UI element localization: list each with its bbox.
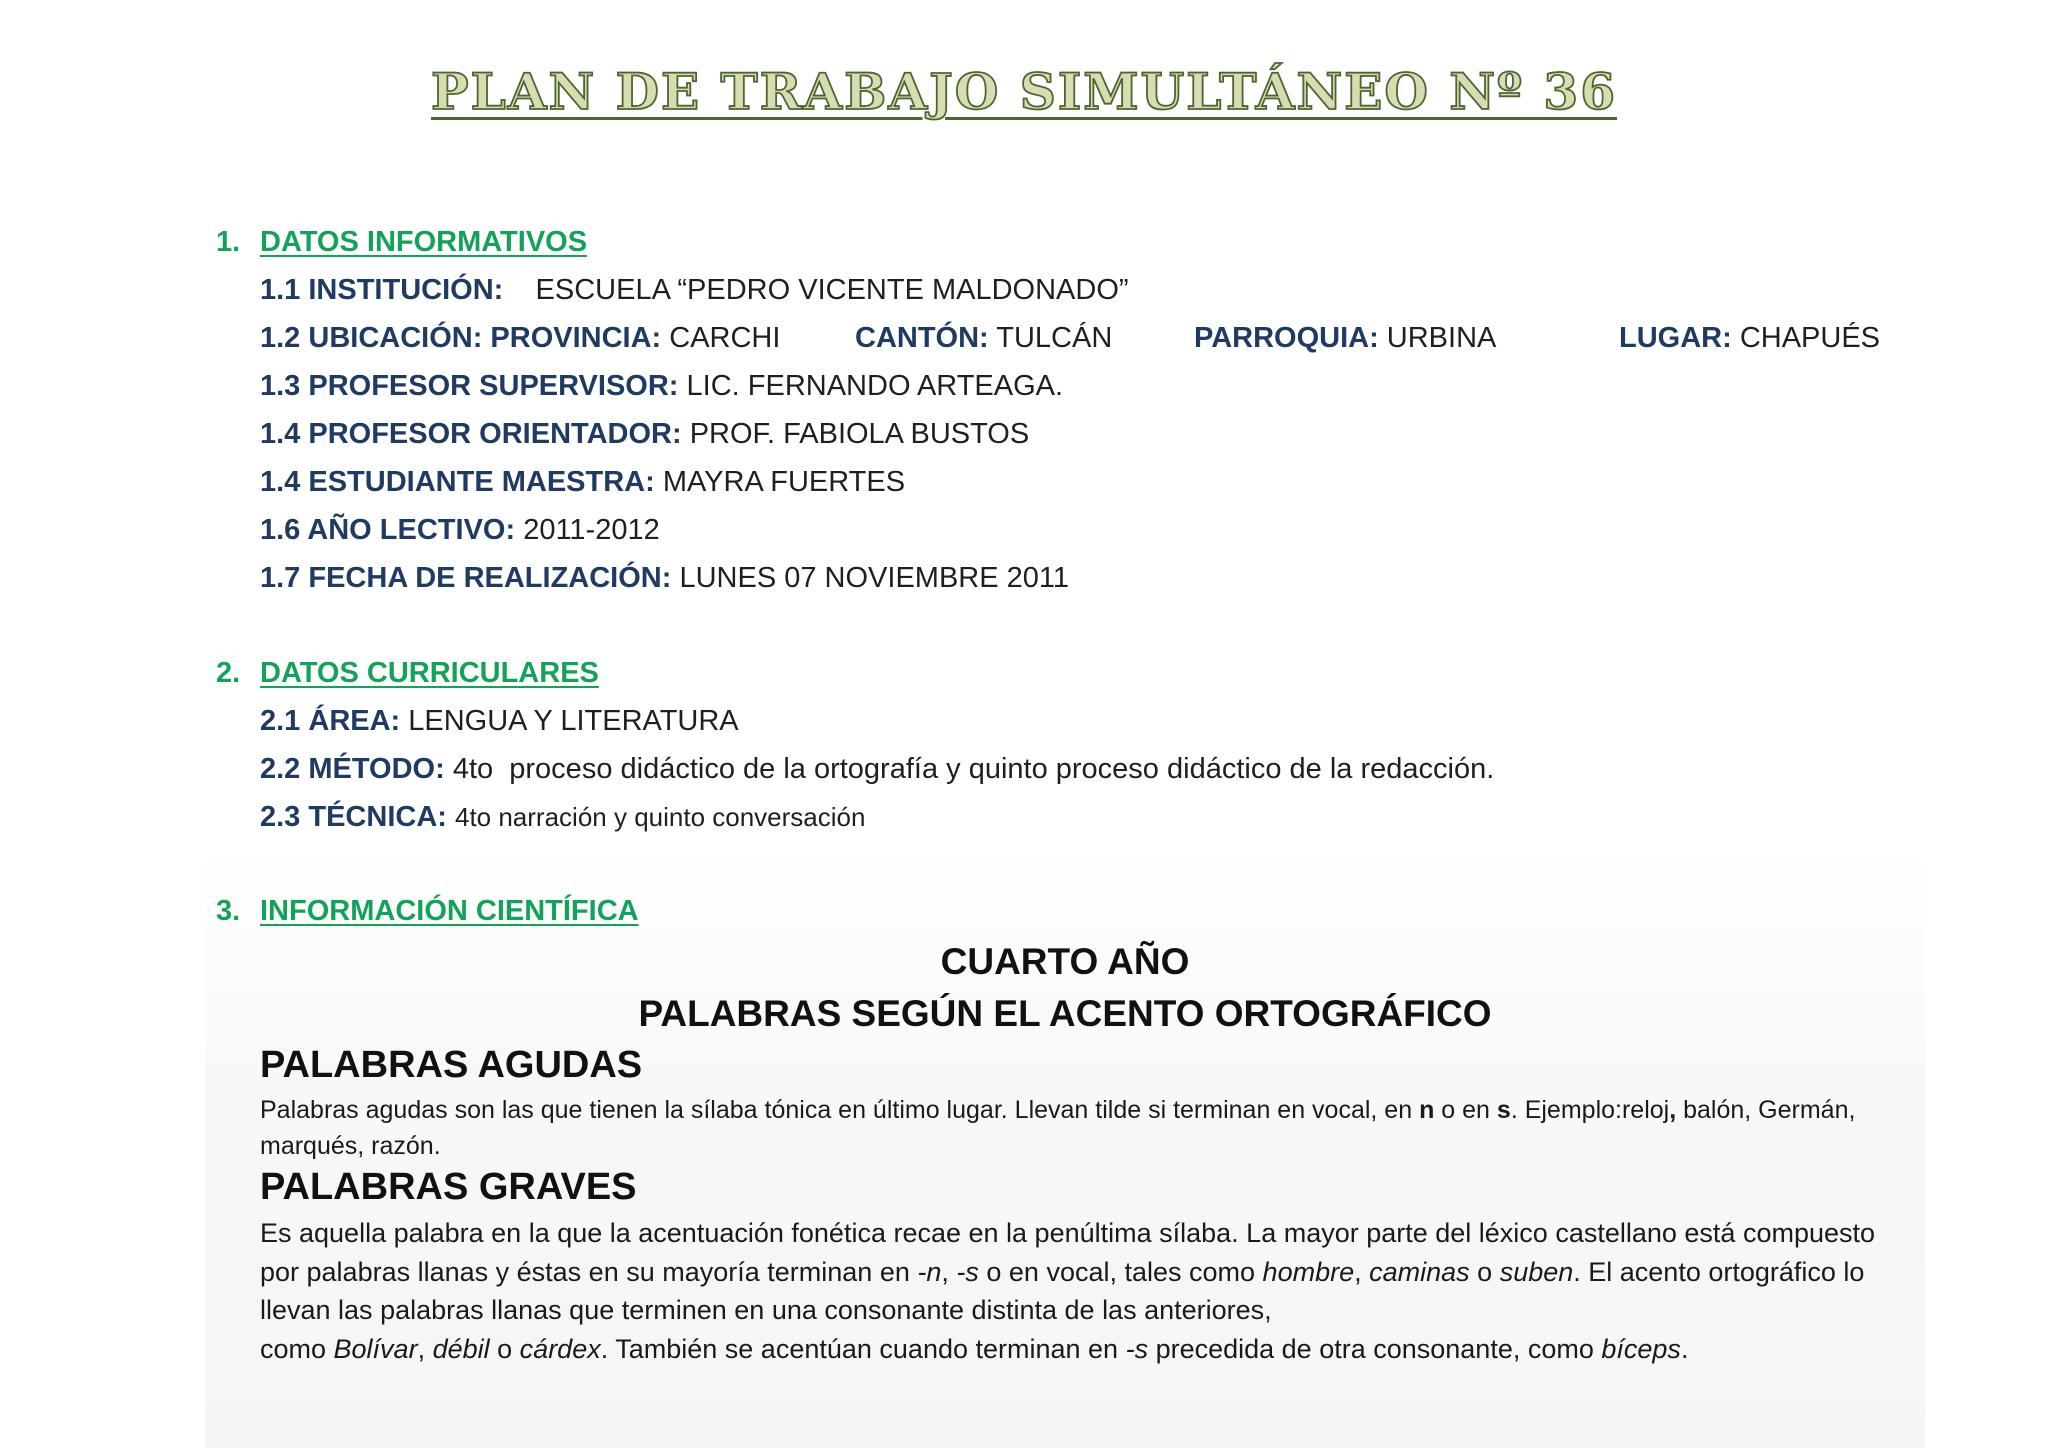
field-value-lugar: CHAPUÉS bbox=[1739, 322, 1881, 354]
section-heading-1 bbox=[216, 226, 587, 259]
agudas-heading: PALABRAS AGUDAS bbox=[260, 1044, 643, 1086]
info-row-anio bbox=[260, 514, 660, 547]
info-row-supervisor bbox=[260, 370, 1063, 403]
info-row-institucion bbox=[260, 274, 1129, 307]
graves-paragraph: Es aquella palabra en la que la acentuación fonética recae en la penúltima sílaba. La mayor parte del léxico castellano está compuesto por palabras llanas y éstas en su mayoría terminan en -n, -s o en vocal, tales como hombre, caminas o suben. El acento ortográfico lo llevan las palabras llanas que terminen en una consonante distinta de las anteriores, como Bolívar, débil o cárdex. También se acentúan cuando terminan en -s precedida de otra consonante, como bíceps. bbox=[260, 1218, 1876, 1364]
info-row-estudiante bbox=[260, 466, 905, 499]
field-value: 4to proceso didáctico de la ortografía y quinto proceso didáctico de la redacción. bbox=[452, 753, 1495, 785]
section-number: 3. bbox=[216, 895, 241, 927]
field-label: 2.1 ÁREA: bbox=[260, 705, 401, 737]
field-label: 1.2 UBICACIÓN: PROVINCIA: bbox=[260, 322, 662, 354]
field-value: 4to narración y quinto conversación bbox=[454, 802, 866, 832]
field-value: MAYRA FUERTES bbox=[662, 466, 906, 498]
info-row-orientador bbox=[260, 418, 1029, 451]
curricular-row-metodo bbox=[260, 753, 1494, 786]
info-row-ubicacion bbox=[260, 322, 1960, 355]
field-label: 1.6 AÑO LECTIVO: bbox=[260, 514, 516, 546]
field-value: PROF. FABIOLA BUSTOS bbox=[689, 418, 1030, 450]
field-value-canton: TULCÁN bbox=[996, 322, 1113, 354]
field-value: LUNES 07 NOVIEMBRE 2011 bbox=[679, 562, 1069, 594]
field-label: 1.1 INSTITUCIÓN: bbox=[260, 274, 504, 306]
field-label: 1.3 PROFESOR SUPERVISOR: bbox=[260, 370, 679, 402]
field-label-lugar: LUGAR: bbox=[1619, 322, 1732, 354]
field-value: LENGUA Y LITERATURA bbox=[408, 705, 739, 737]
section-heading-2 bbox=[216, 657, 599, 690]
section-label: INFORMACIÓN CIENTÍFICA bbox=[260, 895, 639, 927]
field-label-canton: CANTÓN: bbox=[855, 322, 989, 354]
field-value: ESCUELA “PEDRO VICENTE MALDONADO” bbox=[535, 274, 1129, 306]
year-heading: CUARTO AÑO bbox=[940, 941, 1190, 982]
page-title-wrap bbox=[0, 62, 2048, 121]
field-label: 1.4 ESTUDIANTE MAESTRA: bbox=[260, 466, 655, 498]
section-heading-3 bbox=[216, 895, 639, 928]
info-row-fecha bbox=[260, 562, 1069, 595]
field-label: 1.7 FECHA DE REALIZACIÓN: bbox=[260, 562, 672, 594]
section-number: 2. bbox=[216, 657, 241, 689]
section-label: DATOS INFORMATIVOS bbox=[260, 226, 588, 258]
field-value-parroquia: URBINA bbox=[1386, 322, 1497, 354]
page-title: PLAN DE TRABAJO SIMULTÁNEO Nº 36 bbox=[430, 62, 1618, 121]
field-value-provincia: CARCHI bbox=[669, 322, 781, 354]
field-value: 2011-2012 bbox=[523, 514, 660, 546]
section-label: DATOS CURRICULARES bbox=[260, 657, 599, 689]
curricular-row-tecnica bbox=[260, 801, 865, 834]
curricular-row-area bbox=[260, 705, 739, 738]
field-value: LIC. FERNANDO ARTEAGA. bbox=[686, 370, 1064, 402]
section-number: 1. bbox=[216, 226, 241, 258]
field-label: 1.4 PROFESOR ORIENTADOR: bbox=[260, 418, 682, 450]
agudas-paragraph: Palabras agudas son las que tienen la sílaba tónica en último lugar. Llevan tilde si terminan en vocal, en n o en s. Ejemplo:reloj, balón, Germán, marqués, razón. bbox=[260, 1096, 1856, 1160]
field-label: 2.3 TÉCNICA: bbox=[260, 801, 447, 833]
topic-heading: PALABRAS SEGÚN EL ACENTO ORTOGRÁFICO bbox=[638, 993, 1492, 1034]
graves-heading: PALABRAS GRAVES bbox=[260, 1166, 637, 1208]
field-label-parroquia: PARROQUIA: bbox=[1194, 322, 1379, 354]
field-label: 2.2 MÉTODO: bbox=[260, 753, 445, 785]
